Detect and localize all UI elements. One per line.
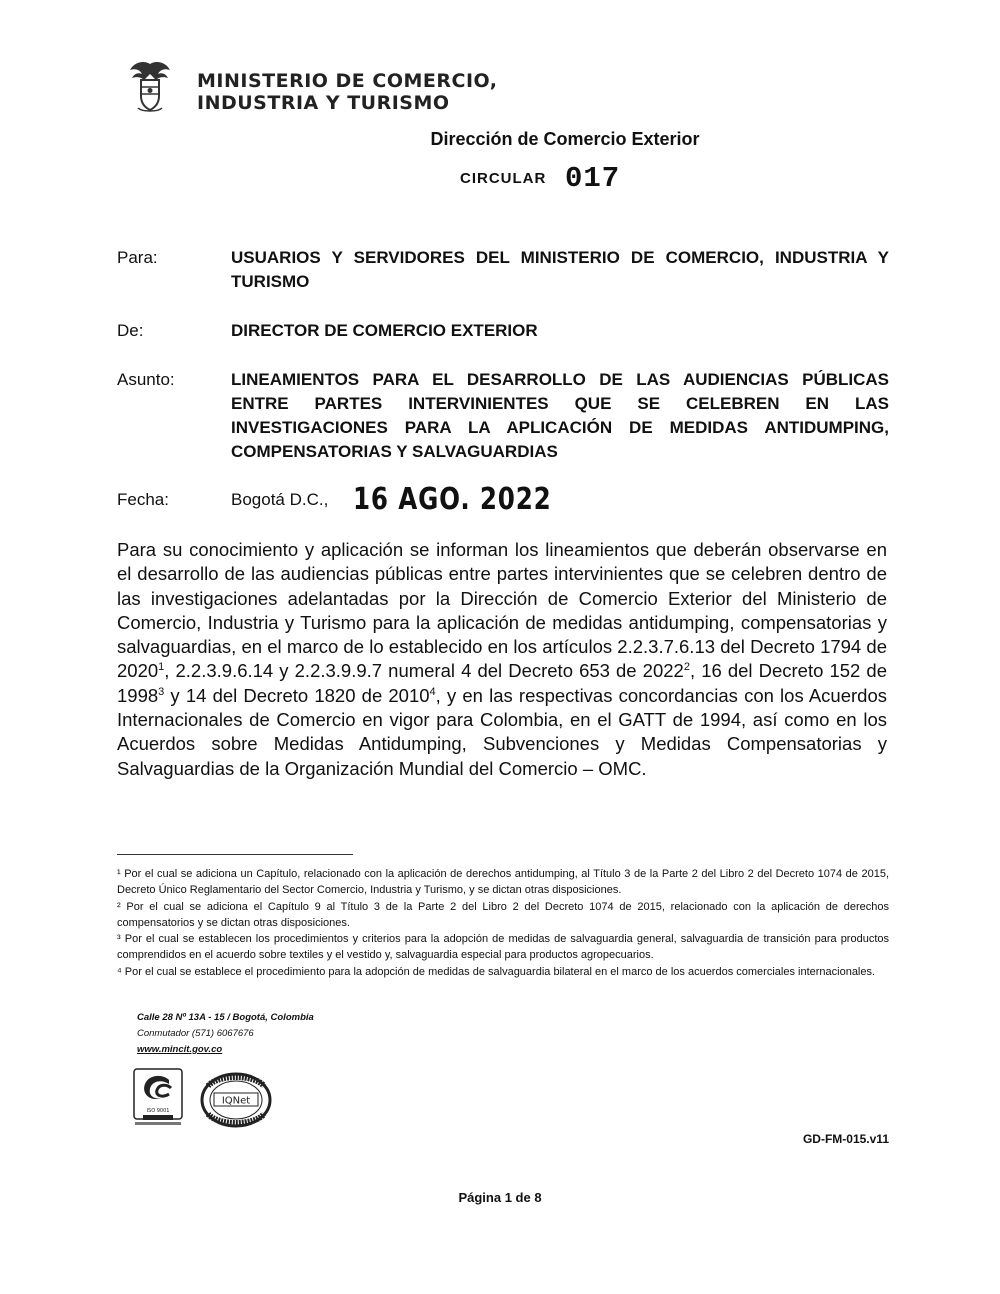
body-text-part: y 14 del Decreto 1820 de 2010 xyxy=(164,684,430,706)
footnote-ref: 2 xyxy=(683,661,690,674)
body-paragraph xyxy=(117,538,887,781)
icontec-certification-icon xyxy=(133,1068,183,1128)
fecha-city: Bogotá D.C., xyxy=(231,490,329,509)
body-text-part: , 16 del Decreto 152 de 1998 xyxy=(117,660,888,706)
date-stamp: 16 AGO. 2022 xyxy=(353,482,552,517)
para-value: USUARIOS Y SERVIDORES DEL MINISTERIO DE COMERCIO, INDUSTRIA Y TURISMO xyxy=(231,248,889,291)
department-title: Dirección de Comercio Exterior xyxy=(430,129,700,149)
fecha-label: Fecha: xyxy=(117,490,169,509)
page-number: Página 1 de 8 xyxy=(458,1190,542,1205)
ministry-name-line2: INDUSTRIA Y TURISMO xyxy=(197,92,450,114)
circular-number: 017 xyxy=(565,162,621,195)
iqnet-label: IQNet xyxy=(221,1095,251,1107)
body-text-part: , y en las respectivas concordancias con los Acuerdos Internacionales de Comercio en vigor para Colombia, en el GATT de 1994, así como en los Acuerdos sobre Medidas Antidumping, Subvenciones y Medidas Compensatorias y Salvaguardias de la Organización Mundial del Comercio – OMC. xyxy=(117,684,887,779)
footnote-ref: 4 xyxy=(429,685,436,698)
de-label: De: xyxy=(117,321,144,340)
asunto-label: Asunto: xyxy=(117,370,175,389)
footnote-4: ⁴ Por el cual se establece el procedimiento para la adopción de medidas de salvaguardia bilateral en el marco de los acuerdos comerciales internacionales. xyxy=(117,965,876,978)
address-phone: Conmutador (571) 6067676 xyxy=(137,1028,254,1039)
footnote-divider xyxy=(117,854,353,855)
footnote-ref: 1 xyxy=(158,661,165,674)
ministry-name xyxy=(197,70,497,114)
footnote-ref: 3 xyxy=(158,685,165,698)
footnote-1: ¹ Por el cual se adiciona un Capítulo, relacionado con la aplicación de derechos antidumping, al Título 3 de la Parte 2 del Libro 2 del Decreto 1074 de 2015, Decreto Único Reglamentario del Sector Comercio, Industria y Turismo, y se dictan otras disposiciones. xyxy=(117,868,889,897)
iqnet-certification-icon xyxy=(200,1072,272,1128)
address-block xyxy=(137,1010,314,1058)
ministry-name-line1: MINISTERIO DE COMERCIO, xyxy=(197,70,498,92)
icontec-code: ISO 9001 xyxy=(146,1108,170,1114)
document-code: GD-FM-015.v11 xyxy=(802,1132,889,1146)
footnote-3: ³ Por el cual se establecen los procedimientos y criterios para la adopción de medidas de salvaguardia general, salvaguardia de transición para productos comprendidos en el acuerdo sobre textiles y el vestido y, salvaguardia especial para productos agropecuarios. xyxy=(117,933,889,962)
para-label: Para: xyxy=(117,248,158,267)
footnote-2: ² Por el cual se adiciona el Capítulo 9 al Título 3 de la Parte 2 del Libro 2 del Decreto 1074 de 2015, relacionado con la aplicación de derechos compensatorios y se dictan otras disposiciones. xyxy=(117,900,889,929)
circular-label: CIRCULAR xyxy=(460,170,547,187)
website-link[interactable]: www.mincit.gov.co xyxy=(137,1044,223,1055)
de-value: DIRECTOR DE COMERCIO EXTERIOR xyxy=(231,321,538,340)
footnotes xyxy=(117,866,889,980)
asunto-value: LINEAMIENTOS PARA EL DESARROLLO DE LAS AUDIENCIAS PÚBLICAS ENTRE PARTES INTERVINIENTES QUE SE CELEBREN EN LAS INVESTIGACIONES PARA LA APLICACIÓN DE MEDIDAS ANTIDUMPING, COMPENSATORIAS Y SALVAGUARDIAS xyxy=(231,370,889,461)
body-text-part: , 2.2.3.9.6.14 y 2.2.3.9.9.7 numeral 4 del Decreto 653 de 2022 xyxy=(164,660,684,682)
address-street: Calle 28 Nº 13A - 15 / Bogotá, Colombia xyxy=(137,1012,314,1023)
coat-of-arms-icon xyxy=(128,60,172,116)
body-text-part: Para su conocimiento y aplicación se informan los lineamientos que deberán observarse en el desarrollo de las audiencias públicas entre partes intervinientes que se celebren dentro de las investigaciones adelantadas por la Dirección de Comercio Exterior del Ministerio de Comercio, Industria y Turismo para la aplicación de medidas antidumping, compensatorias y salvaguardias, en el marco de lo establecido en los artículos 2.2.3.7.6.13 del Decreto 1794 de 2020 xyxy=(117,539,887,682)
